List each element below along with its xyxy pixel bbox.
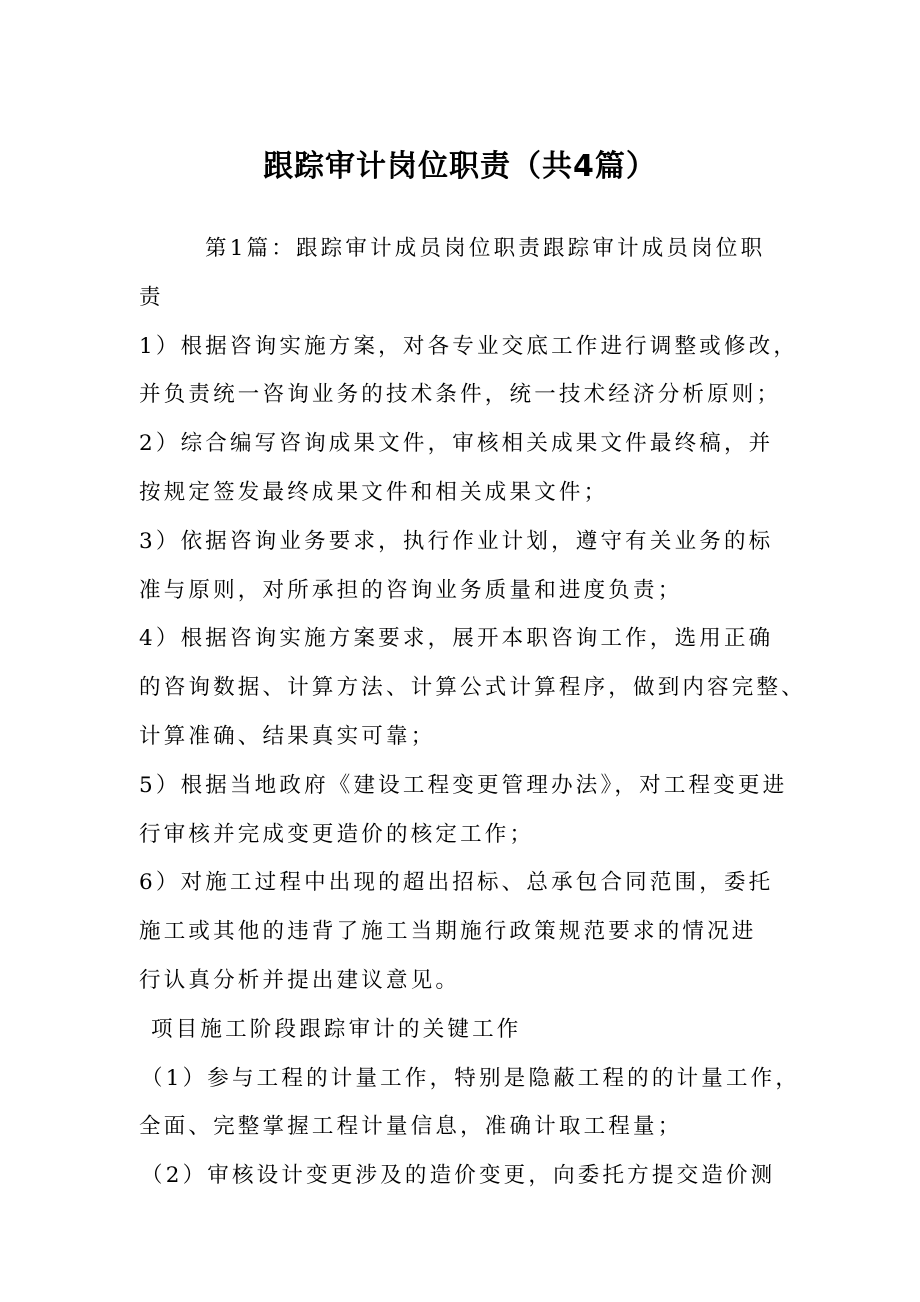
paragraph-line: 并负责统一咨询业务的技术条件，统一技术经济分析原则； — [139, 382, 782, 408]
paragraph-line: 全面、完整掌握工程计量信息，准确计取工程量； — [139, 1114, 683, 1140]
paragraph-line: 计算准确、结果真实可靠； — [139, 723, 436, 749]
paragraph-line: 行审核并完成变更造价的核定工作； — [139, 821, 535, 847]
paragraph-line: 4）根据咨询实施方案要求，展开本职咨询工作，选用正确 — [139, 626, 774, 652]
paragraph-line: （1）参与工程的计量工作，特别是隐蔽工程的的计量工作， — [141, 1065, 801, 1091]
document-title: 跟踪审计岗位职责（共4篇） — [263, 149, 657, 184]
paragraph-line: 责 — [139, 284, 164, 310]
paragraph-line: 准与原则，对所承担的咨询业务质量和进度负责； — [139, 577, 683, 603]
paragraph-line: 5）根据当地政府《建设工程变更管理办法》，对工程变更进 — [139, 772, 788, 798]
paragraph-line: 行认真分析并提出建议意见。 — [139, 967, 461, 993]
paragraph-line: 的咨询数据、计算方法、计算公式计算程序，做到内容完整、 — [139, 675, 806, 701]
paragraph-line: 按规定签发最终成果文件和相关成果文件； — [139, 479, 609, 505]
paragraph-line: 3）依据咨询业务要求，执行作业计划，遵守有关业务的标 — [139, 528, 774, 554]
paragraph-line: 施工或其他的违背了施工当期施行政策规范要求的情况进 — [139, 919, 757, 945]
paragraph-line: 第1篇：跟踪审计成员岗位职责跟踪审计成员岗位职 — [205, 236, 766, 261]
paragraph-line: 2）综合编写咨询成果文件，审核相关成果文件最终稿，并 — [139, 431, 774, 457]
section-heading: 项目施工阶段跟踪审计的关键工作 — [151, 1016, 522, 1042]
paragraph-line: 1）根据咨询实施方案，对各专业交底工作进行调整或修改， — [139, 333, 799, 359]
paragraph-line: 6）对施工过程中出现的超出招标、总承包合同范围，委托 — [139, 870, 774, 896]
paragraph-line: （2）审核设计变更涉及的造价变更，向委托方提交造价测 — [141, 1163, 776, 1189]
document-body — [139, 225, 806, 1201]
